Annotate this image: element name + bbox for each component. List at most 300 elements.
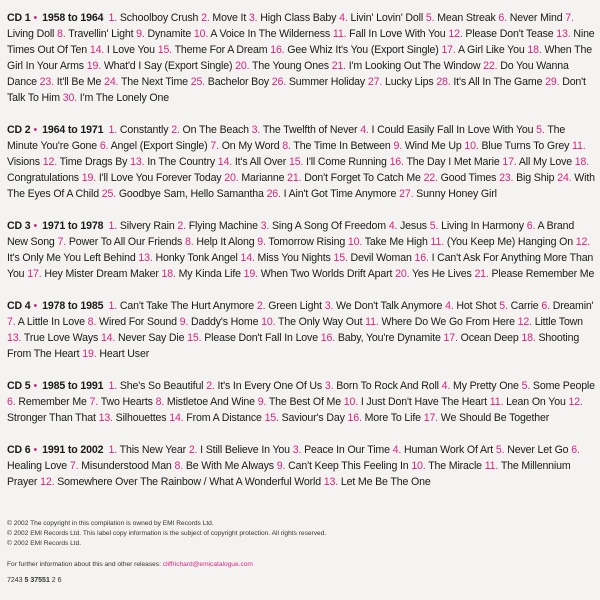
track-number: 9.: [257, 236, 266, 248]
track-number: 26.: [266, 188, 281, 200]
track-title: Help It Along: [196, 236, 255, 248]
track-number: 5.: [521, 380, 531, 392]
track-item: [389, 220, 427, 232]
track-item: [265, 412, 345, 424]
track-item: [100, 140, 208, 152]
track-number: 14.: [217, 156, 233, 168]
track-item: [40, 76, 102, 88]
track-title: A Girl Like You: [457, 44, 525, 56]
cd-section: [7, 378, 595, 426]
track-title: Lean On You: [506, 396, 566, 408]
copyright-line: © 2002 The copyright in this compilation is owned by EMI Records Ltd.: [7, 520, 214, 527]
track-item: [395, 268, 472, 280]
track-item: [339, 12, 423, 24]
track-title: Little Town: [534, 316, 583, 328]
track-number: 9.: [393, 140, 403, 152]
track-title: Somewhere Over The Rainbow / What A Wonderful World: [57, 476, 321, 488]
track-title: Where Do We Go From Here: [381, 316, 515, 328]
track-title: We Should Be Together: [440, 412, 550, 424]
further-info: [7, 561, 253, 568]
track-item: [109, 12, 199, 24]
track-number: 17.: [502, 156, 517, 168]
catalogue-number: [7, 577, 62, 584]
track-item: [156, 396, 255, 408]
track-number: 24.: [557, 172, 572, 184]
track-item: [333, 252, 411, 264]
track-title: Mean Streak: [437, 12, 496, 24]
track-number: 7.: [210, 140, 219, 152]
track-item: [57, 236, 182, 248]
track-title: The Minute You're Gone: [7, 124, 566, 152]
track-title: The Twelfth of Never: [262, 124, 358, 136]
track-title: I'll Come Running: [306, 156, 387, 168]
track-number: 5.: [536, 124, 545, 136]
track-number: 14.: [89, 44, 105, 56]
track-item: [426, 12, 496, 24]
track-number: 16.: [389, 156, 404, 168]
cd-label: CD 4: [7, 300, 31, 312]
track-title: My Pretty One: [453, 380, 519, 392]
track-title: Wind Me Up: [404, 140, 462, 152]
track-number: 6.: [541, 300, 550, 312]
track-item: [169, 412, 262, 424]
track-title: Don't Forget To Catch Me: [304, 172, 421, 184]
track-number: 8.: [87, 316, 97, 328]
track-title: A Brand New Song: [7, 220, 575, 248]
track-title: Jesus: [400, 220, 427, 232]
track-number: 12.: [40, 476, 55, 488]
track-item: [431, 236, 573, 248]
track-title: A Little In Love: [17, 316, 85, 328]
info-text: For further information about this and other releases:: [7, 561, 161, 568]
track-number: 5.: [495, 444, 505, 456]
cd-year-range: 1985 to 1991: [42, 380, 104, 392]
track-title: Power To All Our Friends: [68, 236, 183, 248]
track-item: [261, 316, 362, 328]
track-item: [185, 236, 254, 248]
track-title: The Time In Between: [293, 140, 391, 152]
track-number: 29.: [545, 76, 560, 88]
track-title: Heart User: [99, 348, 150, 360]
catalogue-main: 5 37551: [24, 577, 50, 584]
track-number: 11.: [365, 316, 379, 328]
info-email: cliffrichard@emicatalogue.com: [162, 561, 253, 568]
track-number: 3.: [248, 12, 258, 24]
track-number: 27.: [399, 188, 414, 200]
track-number: 11.: [489, 396, 504, 408]
track-number: 11.: [332, 28, 347, 40]
track-number: 18.: [574, 156, 590, 168]
track-number: 14.: [169, 412, 184, 424]
track-item: [27, 268, 159, 280]
track-title: More To Life: [364, 412, 421, 424]
track-item: [99, 412, 167, 424]
track-title: Bachelor Boy: [207, 76, 269, 88]
cd-label: CD 1: [7, 12, 31, 24]
track-title: Some People: [532, 380, 595, 392]
track-item: [282, 140, 390, 152]
track-item: [368, 76, 434, 88]
track-number: 3.: [251, 124, 261, 136]
track-number: 8.: [57, 28, 66, 40]
track-number: 13.: [98, 412, 113, 424]
cd-year-range: 1958 to 1964: [42, 12, 104, 24]
track-number: 13.: [556, 28, 571, 40]
track-title: Do You Wanna Dance: [7, 60, 569, 88]
track-item: [88, 316, 177, 328]
track-number: 6.: [571, 444, 580, 456]
track-item: [7, 316, 85, 328]
track-title: Marianne: [241, 172, 285, 184]
track-number: 1.: [108, 124, 118, 136]
track-item: [289, 156, 387, 168]
track-title: Baby, You're Dynamite: [337, 332, 441, 344]
track-number: 6.: [498, 12, 507, 24]
track-title: Please Don't Fall In Love: [204, 332, 318, 344]
track-title: Blue Turns To Grey: [481, 140, 570, 152]
track-item: [464, 140, 569, 152]
track-item: [109, 220, 175, 232]
cd-bullet: •: [33, 444, 38, 456]
track-title: Sunny Honey Girl: [416, 188, 497, 200]
track-title: High Class Baby: [260, 12, 337, 24]
track-number: 14.: [100, 332, 116, 344]
track-item: [325, 300, 443, 312]
track-title: Two Hearts: [100, 396, 153, 408]
track-title: Never Say Die: [118, 332, 185, 344]
track-number: 4.: [392, 444, 402, 456]
track-number: 27.: [367, 76, 383, 88]
track-number: 1.: [108, 380, 118, 392]
track-item: [502, 156, 572, 168]
track-item: [474, 268, 594, 280]
track-number: 9.: [276, 460, 286, 472]
track-number: 10.: [411, 460, 426, 472]
track-title: Wired For Sound: [99, 316, 177, 328]
track-title: Sing A Song Of Freedom: [272, 220, 386, 232]
track-item: [348, 236, 428, 248]
track-item: [270, 44, 438, 56]
track-number: 1.: [108, 300, 118, 312]
track-item: [7, 396, 87, 408]
copyright-line: © 2002 EMI Records Ltd. This label copy information is the subject of copyright protection. All rights reserved.: [7, 530, 327, 537]
track-item: [109, 300, 255, 312]
track-item: [424, 172, 497, 184]
catalogue-prefix: 7243: [7, 577, 23, 584]
track-item: [82, 172, 222, 184]
track-item: [360, 124, 533, 136]
track-item: [138, 252, 237, 264]
track-item: [441, 44, 524, 56]
track-title: Don't Talk To Him: [7, 76, 586, 104]
track-item: [257, 236, 345, 248]
track-item: [218, 156, 286, 168]
track-number: 8.: [282, 140, 291, 152]
track-title: Can't Keep This Feeling In: [288, 460, 409, 472]
track-number: 2.: [256, 300, 266, 312]
track-item: [321, 332, 441, 344]
track-item: [102, 188, 264, 200]
track-title: Big Ship: [516, 172, 555, 184]
track-item: [261, 220, 386, 232]
track-title: Green Light: [268, 300, 322, 312]
track-number: 15.: [288, 156, 304, 168]
track-number: 2.: [177, 220, 186, 232]
catalogue-suffix: 2 6: [51, 577, 62, 584]
track-number: 25.: [101, 188, 117, 200]
track-number: 16.: [270, 44, 285, 56]
track-item: [499, 172, 554, 184]
track-number: 10.: [261, 316, 276, 328]
track-title: Ocean Deep: [460, 332, 519, 344]
track-number: 9.: [257, 396, 267, 408]
track-item: [424, 412, 549, 424]
track-title: It's All Over: [234, 156, 287, 168]
track-number: 12.: [568, 396, 583, 408]
track-title: Living In Harmony: [441, 220, 524, 232]
track-item: [194, 28, 330, 40]
track-title: Devil Woman: [350, 252, 412, 264]
track-item: [393, 444, 493, 456]
track-title: Schoolboy Crush: [119, 12, 199, 24]
track-item: [191, 76, 269, 88]
track-title: Fall In Love With You: [349, 28, 446, 40]
track-item: [174, 460, 273, 472]
track-number: 16.: [320, 332, 336, 344]
track-item: [206, 380, 322, 392]
track-title: I'll Love You Forever Today: [98, 172, 222, 184]
track-item: [130, 156, 215, 168]
track-item: [109, 124, 169, 136]
track-title: Daddy's Home: [190, 316, 259, 328]
track-title: From A Distance: [186, 412, 262, 424]
track-number: 14.: [240, 252, 255, 264]
track-title: True Love Ways: [23, 332, 99, 344]
track-item: [40, 476, 321, 488]
track-item: [224, 172, 284, 184]
track-number: 18.: [521, 332, 536, 344]
track-number: 19.: [82, 348, 97, 360]
track-number: 7.: [89, 396, 99, 408]
track-number: 1.: [108, 12, 118, 24]
track-item: [201, 12, 246, 24]
track-number: 4.: [388, 220, 398, 232]
track-number: 2.: [206, 380, 215, 392]
track-item: [444, 332, 519, 344]
track-title: Never Let Go: [507, 444, 569, 456]
track-number: 28.: [436, 76, 451, 88]
track-number: 4.: [360, 124, 369, 136]
track-number: 4.: [441, 380, 451, 392]
track-item: [189, 444, 290, 456]
track-title: Miss You Nights: [257, 252, 331, 264]
track-item: [158, 44, 268, 56]
track-title: Never Mind: [509, 12, 563, 24]
track-title: Summer Holiday: [288, 76, 366, 88]
track-number: 15.: [187, 332, 202, 344]
track-title: We Don't Talk Anymore: [336, 300, 443, 312]
track-title: I'm Looking Out The Window: [348, 60, 481, 72]
cd-section: [7, 442, 595, 490]
track-item: [258, 396, 341, 408]
cd-bullet: •: [33, 12, 38, 24]
track-title: Tomorrow Rising: [268, 236, 346, 248]
track-item: [90, 44, 155, 56]
track-title: Take Me High: [364, 236, 428, 248]
track-item: [257, 300, 322, 312]
track-title: All My Love: [518, 156, 572, 168]
track-title: It'll Be Me: [56, 76, 102, 88]
track-number: 13.: [323, 476, 339, 488]
track-title: Born To Rock And Roll: [336, 380, 439, 392]
track-number: 13.: [7, 332, 22, 344]
track-number: 12.: [42, 156, 57, 168]
track-item: [430, 220, 524, 232]
cd-year-range: 1971 to 1978: [42, 220, 104, 232]
track-title: It's All In The Game: [453, 76, 543, 88]
track-title: I Could Easily Fall In Love With You: [371, 124, 534, 136]
track-title: (You Keep Me) Hanging On: [446, 236, 573, 248]
track-number: 15.: [264, 412, 279, 424]
track-title: Misunderstood Man: [81, 460, 172, 472]
track-item: [332, 60, 481, 72]
track-number: 9.: [136, 28, 145, 40]
track-title: Time Drags By: [59, 156, 128, 168]
track-item: [499, 300, 538, 312]
track-title: Travellin' Light: [68, 28, 134, 40]
track-title: Saviour's Day: [281, 412, 345, 424]
track-title: The Day I Met Marie: [406, 156, 500, 168]
track-title: Please Remember Me: [491, 268, 595, 280]
track-item: [252, 124, 358, 136]
track-title: Lucky Lips: [384, 76, 434, 88]
track-number: 6.: [99, 140, 109, 152]
track-item: [187, 332, 318, 344]
track-item: [180, 316, 259, 328]
track-item: [390, 156, 500, 168]
track-item: [324, 476, 431, 488]
track-item: [82, 348, 149, 360]
track-title: Gee Whiz It's You (Export Single): [287, 44, 439, 56]
track-title: The Best Of Me: [268, 396, 341, 408]
track-item: [522, 380, 595, 392]
track-number: 1.: [108, 220, 118, 232]
track-item: [63, 92, 169, 104]
track-item: [365, 316, 515, 328]
track-number: 13.: [138, 252, 153, 264]
track-number: 6.: [526, 220, 536, 232]
track-number: 22.: [483, 60, 498, 72]
track-title: Remember Me: [18, 396, 87, 408]
track-number: 23.: [39, 76, 54, 88]
track-title: Stronger Than That: [7, 412, 96, 424]
track-title: She's So Beautiful: [119, 380, 204, 392]
track-number: 16.: [414, 252, 429, 264]
track-title: I Love You: [106, 44, 155, 56]
track-number: 2.: [188, 444, 198, 456]
track-number: 8.: [174, 460, 184, 472]
track-item: [399, 188, 497, 200]
track-item: [541, 300, 593, 312]
track-title: The Miracle: [428, 460, 482, 472]
track-number: 8.: [155, 396, 165, 408]
track-title: I Still Believe In You: [200, 444, 290, 456]
track-number: 12.: [575, 236, 591, 248]
track-number: 22.: [423, 172, 438, 184]
track-number: 24.: [104, 76, 119, 88]
track-number: 8.: [185, 236, 194, 248]
track-item: [101, 332, 184, 344]
track-item: [90, 396, 153, 408]
track-item: [171, 124, 249, 136]
track-number: 9.: [179, 316, 189, 328]
track-title: Livin' Lovin' Doll: [350, 12, 424, 24]
track-number: 25.: [190, 76, 205, 88]
track-item: [104, 76, 188, 88]
track-number: 21.: [474, 268, 489, 280]
track-item: [57, 28, 133, 40]
track-title: Good Times: [440, 172, 497, 184]
track-title: I Just Don't Have The Heart: [360, 396, 487, 408]
track-number: 18.: [161, 268, 176, 280]
track-item: [348, 412, 421, 424]
copyright-notice: [7, 519, 326, 549]
track-title: With The Eyes Of A Child: [7, 172, 595, 200]
track-title: The Young Ones: [252, 60, 329, 72]
cd-label: CD 5: [7, 380, 31, 392]
track-item: [518, 316, 583, 328]
track-number: 3.: [292, 444, 302, 456]
track-item: [244, 268, 393, 280]
track-item: [7, 332, 98, 344]
track-title: On My Word: [221, 140, 280, 152]
track-title: Please Don't Tease: [465, 28, 554, 40]
track-number: 11.: [572, 140, 586, 152]
track-item: [344, 396, 487, 408]
tracklist: [7, 10, 595, 506]
track-number: 12.: [448, 28, 463, 40]
track-title: Dynamite: [147, 28, 192, 40]
track-title: It's In Every One Of Us: [217, 380, 323, 392]
track-number: 26.: [271, 76, 287, 88]
cd-year-range: 1991 to 2002: [42, 444, 104, 456]
track-title: In The Country: [147, 156, 215, 168]
track-item: [136, 28, 191, 40]
track-item: [325, 380, 439, 392]
track-item: [498, 12, 562, 24]
track-number: 10.: [347, 236, 363, 248]
track-item: [272, 76, 365, 88]
track-item: [210, 140, 279, 152]
track-number: 10.: [464, 140, 479, 152]
track-number: 13.: [130, 156, 145, 168]
track-title: The Millennium Prayer: [7, 460, 571, 488]
track-item: [496, 444, 569, 456]
track-item: [287, 172, 421, 184]
cd-year-range: 1964 to 1971: [42, 124, 104, 136]
track-title: I Can't Ask For Anything More Than You: [7, 252, 594, 280]
cd-section: [7, 122, 595, 202]
track-title: I'm The Lonely One: [79, 92, 170, 104]
track-title: Nine Times Out Of Ten: [7, 28, 595, 56]
track-number: 23.: [499, 172, 514, 184]
cd-section: [7, 218, 595, 282]
track-number: 7.: [7, 316, 16, 328]
track-item: [442, 380, 519, 392]
track-item: [177, 220, 258, 232]
track-number: 10.: [193, 28, 209, 40]
track-number: 20.: [224, 172, 239, 184]
